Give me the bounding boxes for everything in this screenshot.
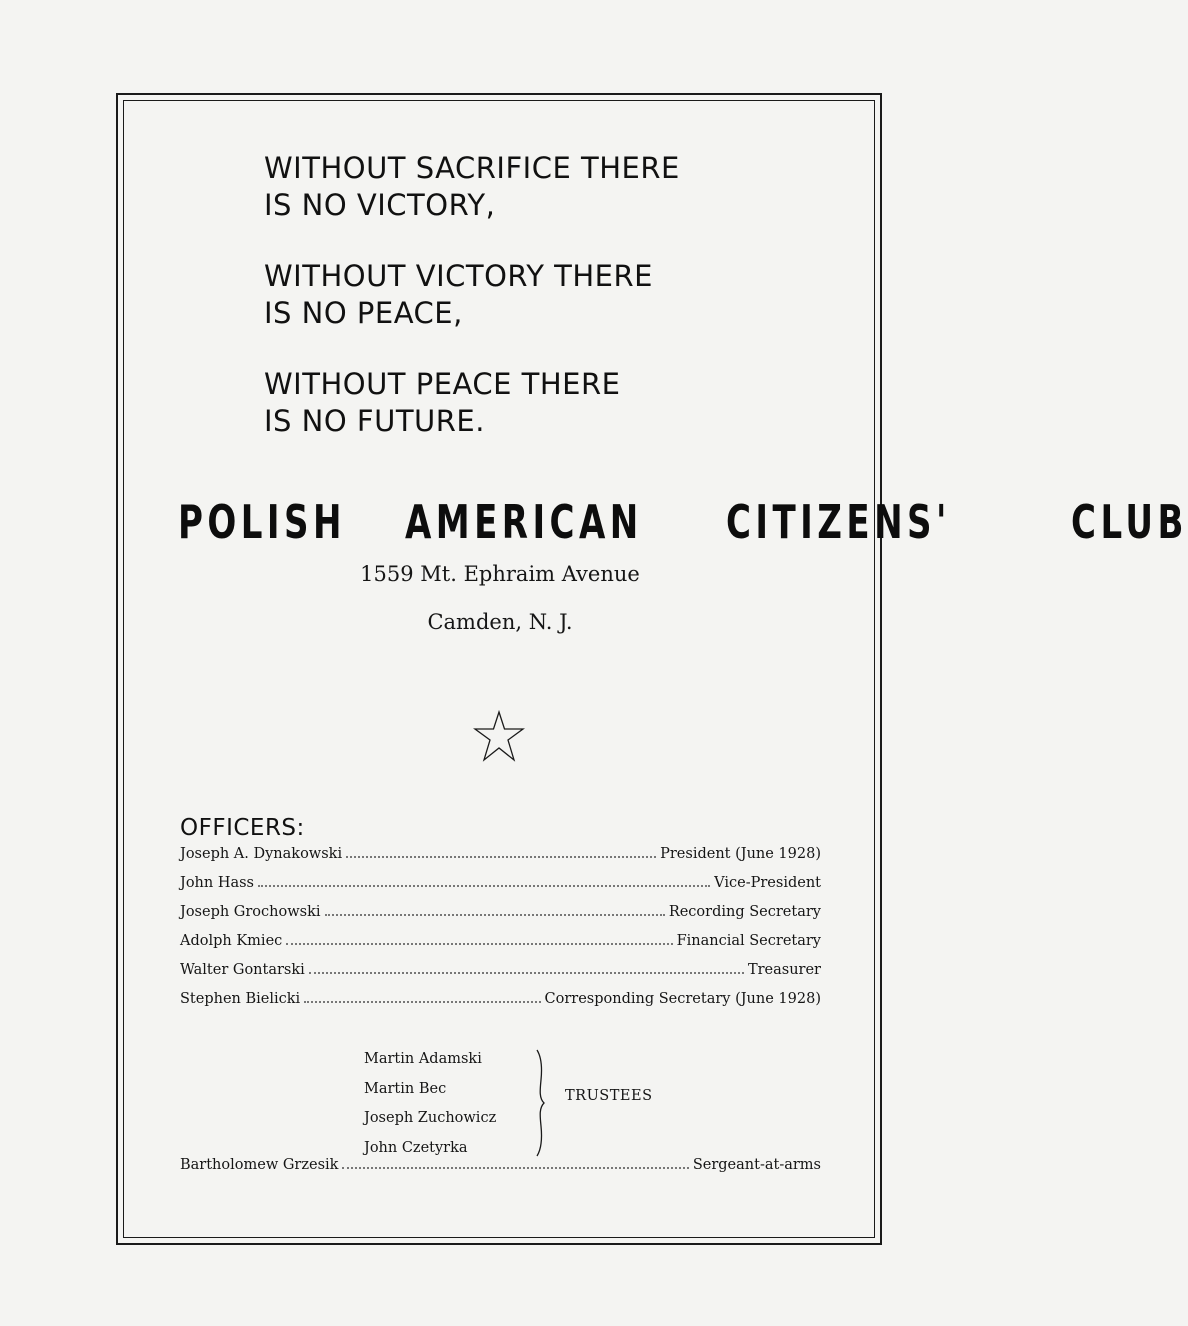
trustees-label: TRUSTEES bbox=[565, 1088, 653, 1104]
officer-list bbox=[180, 846, 821, 1020]
dot-leader bbox=[304, 1001, 540, 1003]
officer-office: Recording Secretary bbox=[668, 904, 821, 920]
trustee-name: Martin Adamski bbox=[364, 1051, 482, 1067]
officer-row bbox=[180, 962, 821, 991]
sergeant-row bbox=[180, 1157, 821, 1186]
slogan-stanza bbox=[264, 150, 824, 224]
slogan-line: WITHOUT VICTORY THERE bbox=[264, 259, 653, 293]
dot-leader bbox=[309, 972, 744, 974]
club-name-word: CITIZENS' bbox=[726, 495, 951, 549]
club-name-word: CLUB bbox=[1070, 495, 1188, 549]
officer-name: Joseph A. Dynakowski bbox=[180, 846, 343, 862]
officer-row bbox=[180, 933, 821, 962]
trustee-name: John Czetyrka bbox=[364, 1139, 468, 1156]
club-address: 1559 Mt. Ephraim Avenue bbox=[360, 562, 640, 586]
star-icon bbox=[473, 710, 525, 764]
slogan-line: WITHOUT SACRIFICE THERE bbox=[264, 151, 680, 185]
slogan-stanza bbox=[264, 258, 824, 332]
slogan-line: WITHOUT PEACE THERE bbox=[264, 367, 621, 401]
club-name-word: POLISH bbox=[178, 495, 346, 549]
officer-name: Stephen Bielicki bbox=[180, 991, 301, 1007]
trustee-name: Joseph Zuchowicz bbox=[364, 1110, 497, 1126]
officers-heading: OFFICERS: bbox=[180, 815, 305, 841]
trustee-name: Martin Bec bbox=[364, 1080, 447, 1097]
officer-row bbox=[180, 904, 821, 933]
slogan-stanza bbox=[264, 366, 824, 440]
slogan-line: IS NO PEACE, bbox=[264, 296, 463, 330]
slogan-line: IS NO VICTORY, bbox=[264, 188, 496, 222]
officer-office: Treasurer bbox=[747, 962, 821, 978]
club-name bbox=[178, 495, 1188, 549]
officer-row bbox=[180, 991, 821, 1020]
officer-name: John Hass bbox=[180, 875, 255, 891]
officer-row bbox=[180, 846, 821, 875]
officer-name: Joseph Grochowski bbox=[180, 904, 321, 920]
officer-office: President (June 1928) bbox=[660, 846, 821, 862]
officer-name: Bartholomew Grzesik bbox=[180, 1157, 339, 1173]
dot-leader bbox=[286, 943, 672, 945]
dot-leader bbox=[258, 885, 710, 887]
officer-office: Sergeant-at-arms bbox=[692, 1157, 821, 1173]
officer-row bbox=[180, 875, 821, 904]
officer-name: Walter Gontarski bbox=[180, 962, 305, 978]
club-city: Camden, N. J. bbox=[427, 610, 573, 634]
officer-office: Vice-President bbox=[714, 875, 821, 891]
officer-office: Corresponding Secretary (June 1928) bbox=[544, 991, 821, 1007]
officer-office: Financial Secretary bbox=[676, 933, 821, 949]
officer-name: Adolph Kmiec bbox=[180, 933, 283, 949]
dot-leader bbox=[342, 1167, 688, 1169]
dot-leader bbox=[346, 856, 656, 858]
club-name-word: AMERICAN bbox=[404, 495, 643, 549]
trustee-list bbox=[364, 1045, 496, 1163]
dot-leader bbox=[325, 914, 665, 916]
slogan-block bbox=[264, 150, 824, 474]
brace-icon bbox=[529, 1048, 551, 1158]
slogan-line: IS NO FUTURE. bbox=[264, 404, 485, 438]
